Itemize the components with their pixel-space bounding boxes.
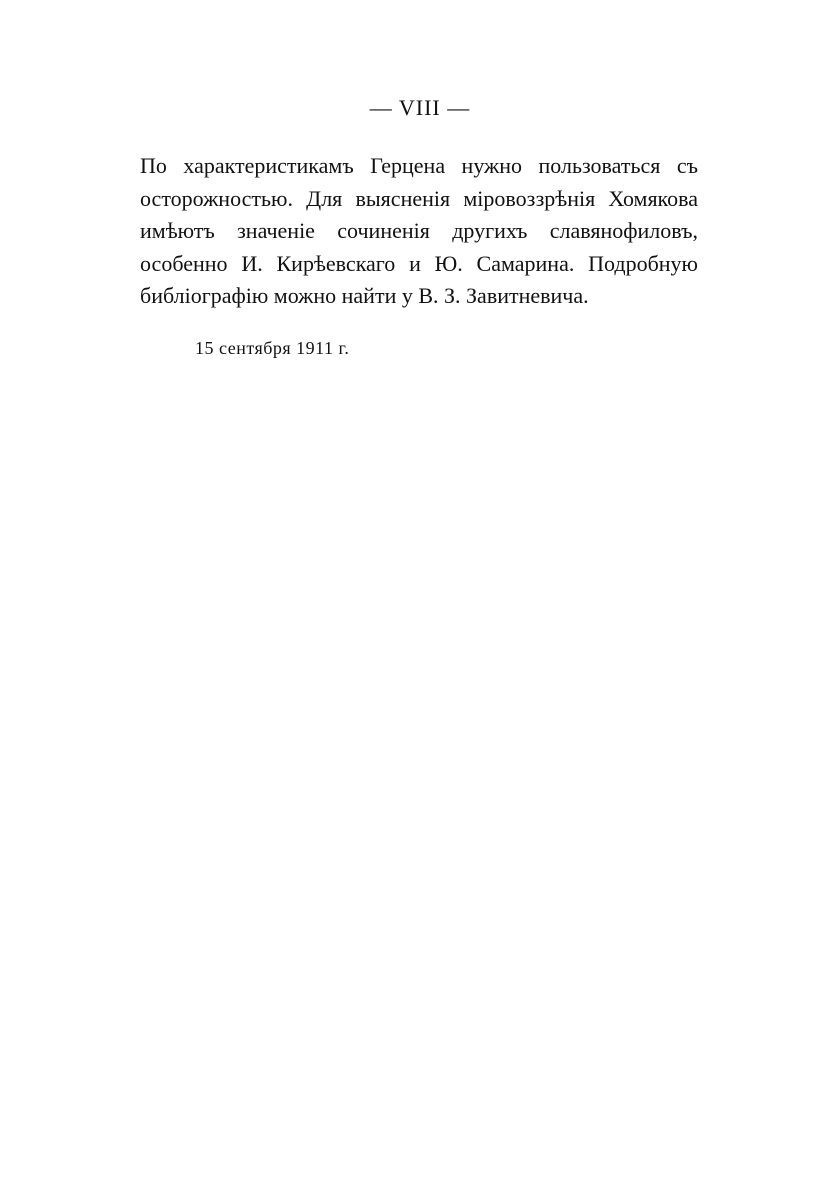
paragraph-line: имѣютъ значеніе сочиненія другихъ славянофиловъ, xyxy=(140,218,698,243)
date-line: 15 сентября 1911 г. xyxy=(195,338,350,358)
paragraph-line: библіографію можно найти у В. З. Завитневича. xyxy=(140,283,589,308)
paragraph-line: особенно И. Кирѣевскаго и Ю. Самарина. Подробную xyxy=(140,250,698,276)
paragraph-line: По характеристикамъ Герцена нужно пользоваться съ xyxy=(140,153,698,178)
paragraph-line: осторожностью. Для выясненія міровоззрѣнія Хомякова xyxy=(140,185,698,211)
page-number: — VIII — xyxy=(369,95,471,120)
paragraph xyxy=(140,150,698,313)
